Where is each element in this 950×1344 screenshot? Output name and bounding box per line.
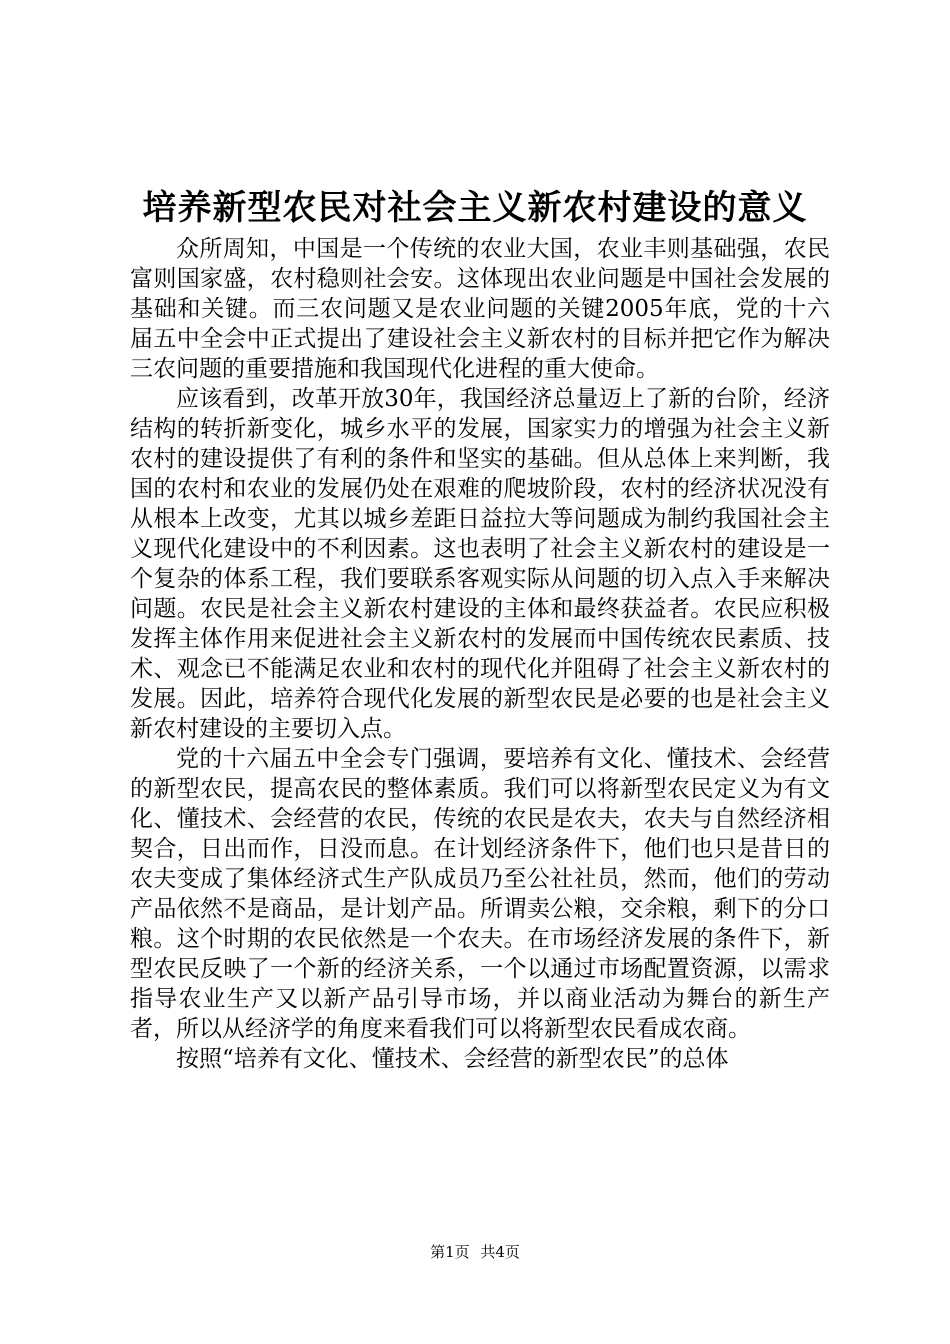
document-title: 培养新型农民对社会主义新农村建设的意义 [142,188,808,228]
paragraph: 按照“培养有文化、懂技术、会经营的新型农民”的总体 [176,1046,729,1072]
paragraph: 党的十六届五中全会专门强调，要培养有文化、懂技术、会经营的新型农民，提高农民的整体素质。我们可以将新型农民定义为有文化、懂技术、会经营的农民，传统的农民是农夫，农夫与自然经济相契合，日出而作，日没而息。在计划经济条件下，他们也只是昔日的农夫变成了集体经济式生产队成员乃至公社社员，然而，他们的劳动产品依然不是商品，是计划产品。所谓卖公粮，交余粮，剩下的分口粮。这个时期的农民依然是一个农夫。在市场经济发展的条件下，新型农民反映了一个新的经济关系，一个以通过市场配置资源，以需求指导农业生产又以新产品引导市场，并以商业活动为舞台的新生产者，所以从经济学的角度来看我们可以将新型农民看成农商。 [130,746,830,1042]
document-body [130,234,830,1074]
page-number: 第1页 [430,1243,470,1261]
page-footer [0,1242,950,1262]
page-total: 共4页 [480,1243,520,1261]
paragraph: 众所周知，中国是一个传统的农业大国，农业丰则基础强，农民富则国家盛，农村稳则社会安。这体现出农业问题是中国社会发展的基础和关键。而三农问题又是农业问题的关键2005年底，党的十六届五中全会中正式提出了建设社会主义新农村的目标并把它作为解决三农问题的重要措施和我国现代化进程的重大使命。 [130,236,830,382]
paragraph: 应该看到，改革开放30年，我国经济总量迈上了新的台阶，经济结构的转折新变化，城乡水平的发展，国家实力的增强为社会主义新农村的建设提供了有利的条件和坚实的基础。但从总体上来判断，我国的农村和农业的发展仍处在艰难的爬坡阶段，农村的经济状况没有从根本上改变，尤其以城乡差距日益拉大等问题成为制约我国社会主义现代化建设中的不利因素。这也表明了社会主义新农村的建设是一个复杂的体系工程，我们要联系客观实际从问题的切入点入手来解决问题。农民是社会主义新农村建设的主体和最终获益者。农民应积极发挥主体作用来促进社会主义新农村的发展而中国传统农民素质、技术、观念已不能满足农业和农村的现代化并阻碍了社会主义新农村的发展。因此，培养符合现代化发展的新型农民是必要的也是社会主义新农村建设的主要切入点。 [130,386,830,742]
